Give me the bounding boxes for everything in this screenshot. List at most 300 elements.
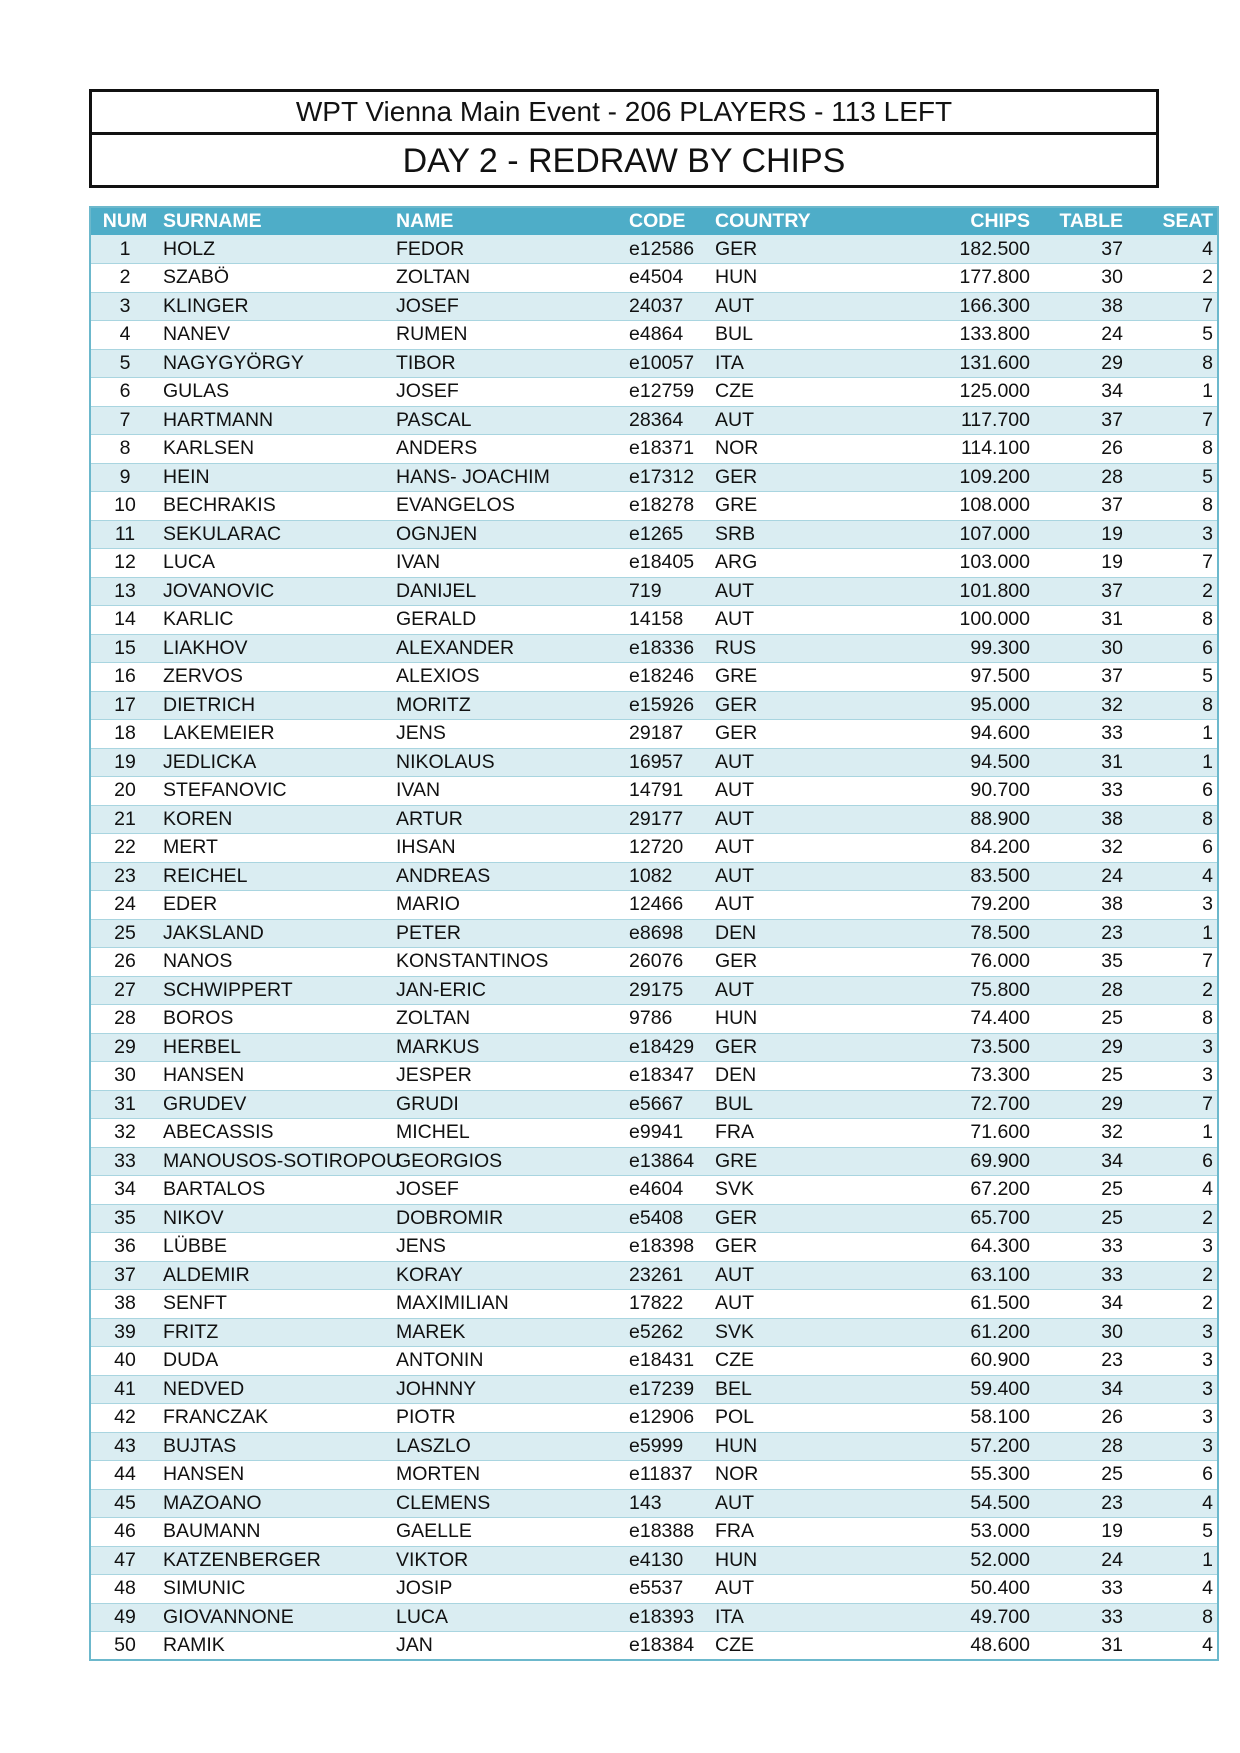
cell-name: NIKOLAUS	[392, 748, 625, 777]
cell-code: e18246	[625, 663, 711, 692]
cell-code: e1265	[625, 520, 711, 549]
cell-chips: 177.800	[799, 264, 1044, 293]
cell-table: 32	[1044, 1119, 1137, 1148]
cell-name: JAN	[392, 1632, 625, 1661]
cell-surname: LUCA	[159, 549, 392, 578]
cell-table: 37	[1044, 406, 1137, 435]
cell-surname: LIAKHOV	[159, 634, 392, 663]
cell-num: 4	[90, 321, 159, 350]
cell-name: MICHEL	[392, 1119, 625, 1148]
cell-surname: HANSEN	[159, 1062, 392, 1091]
cell-name: IHSAN	[392, 834, 625, 863]
table-row	[90, 235, 1218, 264]
cell-code: e18347	[625, 1062, 711, 1091]
cell-name: DOBROMIR	[392, 1204, 625, 1233]
cell-seat: 3	[1137, 1347, 1218, 1376]
cell-num: 6	[90, 378, 159, 407]
cell-surname: LAKEMEIER	[159, 720, 392, 749]
cell-surname: MAZOANO	[159, 1489, 392, 1518]
cell-surname: MANOUSOS-SOTIROPOU	[159, 1147, 392, 1176]
cell-code: e13864	[625, 1147, 711, 1176]
cell-country: CZE	[711, 1632, 799, 1661]
cell-code: e11837	[625, 1461, 711, 1490]
cell-code: e18429	[625, 1033, 711, 1062]
cell-country: AUT	[711, 292, 799, 321]
cell-num: 16	[90, 663, 159, 692]
cell-surname: KOREN	[159, 805, 392, 834]
cell-name: JOSEF	[392, 378, 625, 407]
cell-chips: 84.200	[799, 834, 1044, 863]
cell-table: 38	[1044, 805, 1137, 834]
cell-code: e17239	[625, 1375, 711, 1404]
table-row	[90, 976, 1218, 1005]
cell-chips: 99.300	[799, 634, 1044, 663]
table-row	[90, 1005, 1218, 1034]
cell-table: 24	[1044, 321, 1137, 350]
cell-country: HUN	[711, 1005, 799, 1034]
cell-table: 29	[1044, 1090, 1137, 1119]
cell-country: AUT	[711, 834, 799, 863]
cell-name: RUMEN	[392, 321, 625, 350]
cell-num: 1	[90, 235, 159, 264]
cell-seat: 3	[1137, 1432, 1218, 1461]
table-row	[90, 1147, 1218, 1176]
cell-table: 29	[1044, 1033, 1137, 1062]
cell-code: e18278	[625, 492, 711, 521]
table-row	[90, 1318, 1218, 1347]
cell-surname: GRUDEV	[159, 1090, 392, 1119]
cell-seat: 8	[1137, 691, 1218, 720]
cell-surname: ALDEMIR	[159, 1261, 392, 1290]
cell-country: AUT	[711, 805, 799, 834]
cell-num: 42	[90, 1404, 159, 1433]
cell-chips: 73.500	[799, 1033, 1044, 1062]
table-row	[90, 1461, 1218, 1490]
cell-seat: 3	[1137, 1033, 1218, 1062]
cell-code: e17312	[625, 463, 711, 492]
cell-country: AUT	[711, 606, 799, 635]
cell-chips: 55.300	[799, 1461, 1044, 1490]
cell-country: NOR	[711, 1461, 799, 1490]
cell-table: 32	[1044, 691, 1137, 720]
table-row	[90, 1204, 1218, 1233]
cell-code: e15926	[625, 691, 711, 720]
cell-surname: BUJTAS	[159, 1432, 392, 1461]
table-row	[90, 292, 1218, 321]
cell-surname: ABECASSIS	[159, 1119, 392, 1148]
cell-num: 3	[90, 292, 159, 321]
cell-table: 34	[1044, 378, 1137, 407]
cell-country: GER	[711, 235, 799, 264]
cell-surname: ZERVOS	[159, 663, 392, 692]
cell-chips: 78.500	[799, 919, 1044, 948]
cell-code: e4864	[625, 321, 711, 350]
cell-table: 25	[1044, 1461, 1137, 1490]
cell-country: AUT	[711, 777, 799, 806]
cell-seat: 8	[1137, 349, 1218, 378]
cell-table: 28	[1044, 976, 1137, 1005]
cell-chips: 50.400	[799, 1575, 1044, 1604]
cell-country: ARG	[711, 549, 799, 578]
cell-surname: STEFANOVIC	[159, 777, 392, 806]
cell-country: ITA	[711, 349, 799, 378]
cell-seat: 2	[1137, 1261, 1218, 1290]
column-header-table: TABLE	[1059, 210, 1123, 232]
cell-code: 24037	[625, 292, 711, 321]
cell-surname: HERBEL	[159, 1033, 392, 1062]
cell-num: 48	[90, 1575, 159, 1604]
cell-code: 719	[625, 577, 711, 606]
table-row	[90, 1290, 1218, 1319]
cell-chips: 61.200	[799, 1318, 1044, 1347]
cell-num: 18	[90, 720, 159, 749]
cell-chips: 125.000	[799, 378, 1044, 407]
cell-seat: 7	[1137, 948, 1218, 977]
cell-table: 23	[1044, 1489, 1137, 1518]
cell-table: 25	[1044, 1062, 1137, 1091]
cell-country: POL	[711, 1404, 799, 1433]
cell-surname: BOROS	[159, 1005, 392, 1034]
cell-surname: EDER	[159, 891, 392, 920]
cell-surname: SEKULARAC	[159, 520, 392, 549]
cell-table: 34	[1044, 1147, 1137, 1176]
cell-num: 9	[90, 463, 159, 492]
cell-code: e18393	[625, 1603, 711, 1632]
cell-country: GER	[711, 1033, 799, 1062]
cell-country: HUN	[711, 1432, 799, 1461]
cell-num: 44	[90, 1461, 159, 1490]
cell-num: 29	[90, 1033, 159, 1062]
table-row	[90, 577, 1218, 606]
cell-name: PETER	[392, 919, 625, 948]
cell-country: GRE	[711, 663, 799, 692]
cell-name: MAXIMILIAN	[392, 1290, 625, 1319]
cell-name: PASCAL	[392, 406, 625, 435]
cell-code: e18405	[625, 549, 711, 578]
cell-country: FRA	[711, 1119, 799, 1148]
cell-chips: 166.300	[799, 292, 1044, 321]
table-row	[90, 406, 1218, 435]
cell-chips: 94.600	[799, 720, 1044, 749]
cell-table: 19	[1044, 520, 1137, 549]
cell-num: 43	[90, 1432, 159, 1461]
cell-table: 24	[1044, 1546, 1137, 1575]
cell-seat: 5	[1137, 663, 1218, 692]
cell-table: 31	[1044, 1632, 1137, 1661]
cell-table: 35	[1044, 948, 1137, 977]
cell-chips: 49.700	[799, 1603, 1044, 1632]
table-row	[90, 1090, 1218, 1119]
cell-seat: 7	[1137, 406, 1218, 435]
cell-code: e5408	[625, 1204, 711, 1233]
cell-code: 29177	[625, 805, 711, 834]
cell-name: GERALD	[392, 606, 625, 635]
cell-code: e5667	[625, 1090, 711, 1119]
cell-name: DANIJEL	[392, 577, 625, 606]
cell-surname: NAGYGYÖRGY	[159, 349, 392, 378]
cell-table: 33	[1044, 720, 1137, 749]
cell-name: MARIO	[392, 891, 625, 920]
redraw-table	[89, 206, 1219, 1661]
cell-seat: 2	[1137, 1204, 1218, 1233]
cell-num: 37	[90, 1261, 159, 1290]
cell-seat: 8	[1137, 805, 1218, 834]
table-row	[90, 1546, 1218, 1575]
cell-surname: HEIN	[159, 463, 392, 492]
cell-seat: 2	[1137, 976, 1218, 1005]
table-row	[90, 1233, 1218, 1262]
table-row	[90, 919, 1218, 948]
cell-table: 38	[1044, 292, 1137, 321]
cell-surname: SZABÖ	[159, 264, 392, 293]
cell-name: TIBOR	[392, 349, 625, 378]
cell-code: 12466	[625, 891, 711, 920]
cell-seat: 1	[1137, 378, 1218, 407]
cell-chips: 71.600	[799, 1119, 1044, 1148]
column-header-code: CODE	[629, 210, 686, 232]
cell-country: DEN	[711, 919, 799, 948]
table-row	[90, 748, 1218, 777]
cell-num: 46	[90, 1518, 159, 1547]
table-row	[90, 663, 1218, 692]
cell-table: 29	[1044, 349, 1137, 378]
cell-surname: JAKSLAND	[159, 919, 392, 948]
table-row	[90, 1404, 1218, 1433]
cell-name: LASZLO	[392, 1432, 625, 1461]
cell-chips: 100.000	[799, 606, 1044, 635]
cell-seat: 3	[1137, 891, 1218, 920]
cell-name: IVAN	[392, 777, 625, 806]
cell-name: ANDERS	[392, 435, 625, 464]
cell-code: e18371	[625, 435, 711, 464]
cell-country: AUT	[711, 1261, 799, 1290]
cell-name: VIKTOR	[392, 1546, 625, 1575]
cell-surname: JEDLICKA	[159, 748, 392, 777]
table-row	[90, 1176, 1218, 1205]
cell-surname: BAUMANN	[159, 1518, 392, 1547]
cell-seat: 3	[1137, 1318, 1218, 1347]
column-header-chips: CHIPS	[970, 210, 1030, 232]
cell-seat: 6	[1137, 1461, 1218, 1490]
cell-country: GRE	[711, 492, 799, 521]
cell-surname: SCHWIPPERT	[159, 976, 392, 1005]
cell-chips: 67.200	[799, 1176, 1044, 1205]
cell-seat: 3	[1137, 1233, 1218, 1262]
cell-country: AUT	[711, 748, 799, 777]
cell-country: AUT	[711, 891, 799, 920]
column-header-country: COUNTRY	[715, 210, 811, 232]
cell-code: 16957	[625, 748, 711, 777]
cell-chips: 109.200	[799, 463, 1044, 492]
cell-chips: 69.900	[799, 1147, 1044, 1176]
cell-seat: 1	[1137, 919, 1218, 948]
cell-table: 28	[1044, 463, 1137, 492]
table-row	[90, 520, 1218, 549]
table-row	[90, 1375, 1218, 1404]
cell-country: CZE	[711, 1347, 799, 1376]
cell-name: GAELLE	[392, 1518, 625, 1547]
table-row	[90, 862, 1218, 891]
cell-country: HUN	[711, 264, 799, 293]
cell-chips: 95.000	[799, 691, 1044, 720]
cell-name: KONSTANTINOS	[392, 948, 625, 977]
cell-chips: 72.700	[799, 1090, 1044, 1119]
cell-code: 1082	[625, 862, 711, 891]
cell-table: 33	[1044, 1575, 1137, 1604]
cell-code: e18336	[625, 634, 711, 663]
cell-seat: 6	[1137, 1147, 1218, 1176]
cell-chips: 131.600	[799, 349, 1044, 378]
table-row	[90, 948, 1218, 977]
cell-surname: BECHRAKIS	[159, 492, 392, 521]
cell-table: 19	[1044, 549, 1137, 578]
cell-surname: HANSEN	[159, 1461, 392, 1490]
cell-code: e9941	[625, 1119, 711, 1148]
table-row	[90, 549, 1218, 578]
cell-chips: 101.800	[799, 577, 1044, 606]
table-row	[90, 1489, 1218, 1518]
table-row	[90, 834, 1218, 863]
cell-num: 12	[90, 549, 159, 578]
table-row	[90, 720, 1218, 749]
cell-seat: 8	[1137, 1005, 1218, 1034]
cell-code: 23261	[625, 1261, 711, 1290]
table-row	[90, 378, 1218, 407]
cell-country: NOR	[711, 435, 799, 464]
cell-chips: 57.200	[799, 1432, 1044, 1461]
cell-chips: 79.200	[799, 891, 1044, 920]
cell-seat: 5	[1137, 463, 1218, 492]
cell-seat: 7	[1137, 549, 1218, 578]
cell-name: JESPER	[392, 1062, 625, 1091]
cell-chips: 48.600	[799, 1632, 1044, 1661]
cell-num: 24	[90, 891, 159, 920]
cell-seat: 2	[1137, 577, 1218, 606]
cell-country: SVK	[711, 1318, 799, 1347]
cell-country: GRE	[711, 1147, 799, 1176]
cell-seat: 3	[1137, 1375, 1218, 1404]
cell-name: JENS	[392, 1233, 625, 1262]
cell-seat: 4	[1137, 1632, 1218, 1661]
cell-code: 143	[625, 1489, 711, 1518]
cell-num: 30	[90, 1062, 159, 1091]
cell-surname: HARTMANN	[159, 406, 392, 435]
cell-seat: 6	[1137, 777, 1218, 806]
cell-seat: 8	[1137, 492, 1218, 521]
cell-chips: 107.000	[799, 520, 1044, 549]
cell-code: e12759	[625, 378, 711, 407]
cell-seat: 8	[1137, 1603, 1218, 1632]
cell-surname: LÜBBE	[159, 1233, 392, 1262]
cell-seat: 3	[1137, 520, 1218, 549]
cell-seat: 1	[1137, 1546, 1218, 1575]
cell-surname: FRITZ	[159, 1318, 392, 1347]
cell-seat: 7	[1137, 292, 1218, 321]
cell-name: JAN-ERIC	[392, 976, 625, 1005]
cell-surname: BARTALOS	[159, 1176, 392, 1205]
table-row	[90, 1575, 1218, 1604]
cell-table: 33	[1044, 1603, 1137, 1632]
cell-num: 34	[90, 1176, 159, 1205]
cell-name: HANS- JOACHIM	[392, 463, 625, 492]
table-row	[90, 1603, 1218, 1632]
cell-num: 11	[90, 520, 159, 549]
cell-surname: GIOVANNONE	[159, 1603, 392, 1632]
cell-name: JOHNNY	[392, 1375, 625, 1404]
cell-surname: JOVANOVIC	[159, 577, 392, 606]
cell-name: MORTEN	[392, 1461, 625, 1490]
cell-name: FEDOR	[392, 235, 625, 264]
cell-num: 25	[90, 919, 159, 948]
cell-name: ZOLTAN	[392, 264, 625, 293]
column-header-name: NAME	[396, 210, 454, 232]
cell-code: e4130	[625, 1546, 711, 1575]
cell-num: 45	[90, 1489, 159, 1518]
cell-country: GER	[711, 1204, 799, 1233]
cell-seat: 1	[1137, 1119, 1218, 1148]
cell-chips: 63.100	[799, 1261, 1044, 1290]
cell-surname: RAMIK	[159, 1632, 392, 1661]
cell-chips: 103.000	[799, 549, 1044, 578]
cell-surname: DUDA	[159, 1347, 392, 1376]
cell-chips: 65.700	[799, 1204, 1044, 1233]
table-row	[90, 264, 1218, 293]
cell-num: 17	[90, 691, 159, 720]
cell-num: 41	[90, 1375, 159, 1404]
cell-surname: KARLIC	[159, 606, 392, 635]
cell-name: OGNJEN	[392, 520, 625, 549]
cell-table: 37	[1044, 663, 1137, 692]
cell-table: 38	[1044, 891, 1137, 920]
cell-seat: 1	[1137, 720, 1218, 749]
cell-name: ARTUR	[392, 805, 625, 834]
cell-num: 15	[90, 634, 159, 663]
cell-chips: 73.300	[799, 1062, 1044, 1091]
cell-table: 23	[1044, 1347, 1137, 1376]
cell-num: 47	[90, 1546, 159, 1575]
cell-seat: 4	[1137, 235, 1218, 264]
cell-name: GRUDI	[392, 1090, 625, 1119]
cell-code: e5262	[625, 1318, 711, 1347]
cell-code: 28364	[625, 406, 711, 435]
cell-num: 10	[90, 492, 159, 521]
cell-seat: 3	[1137, 1404, 1218, 1433]
cell-name: JENS	[392, 720, 625, 749]
cell-code: e18398	[625, 1233, 711, 1262]
cell-surname: NANOS	[159, 948, 392, 977]
cell-num: 36	[90, 1233, 159, 1262]
cell-chips: 114.100	[799, 435, 1044, 464]
cell-seat: 1	[1137, 748, 1218, 777]
cell-num: 13	[90, 577, 159, 606]
cell-surname: KLINGER	[159, 292, 392, 321]
cell-code: 29175	[625, 976, 711, 1005]
table-row	[90, 1432, 1218, 1461]
cell-country: DEN	[711, 1062, 799, 1091]
cell-name: JOSIP	[392, 1575, 625, 1604]
cell-num: 31	[90, 1090, 159, 1119]
cell-code: 26076	[625, 948, 711, 977]
table-row	[90, 891, 1218, 920]
cell-num: 19	[90, 748, 159, 777]
cell-country: RUS	[711, 634, 799, 663]
cell-seat: 6	[1137, 634, 1218, 663]
table-row	[90, 349, 1218, 378]
cell-code: e12586	[625, 235, 711, 264]
cell-surname: SENFT	[159, 1290, 392, 1319]
page-title: DAY 2 - REDRAW BY CHIPS	[402, 142, 846, 180]
cell-num: 22	[90, 834, 159, 863]
